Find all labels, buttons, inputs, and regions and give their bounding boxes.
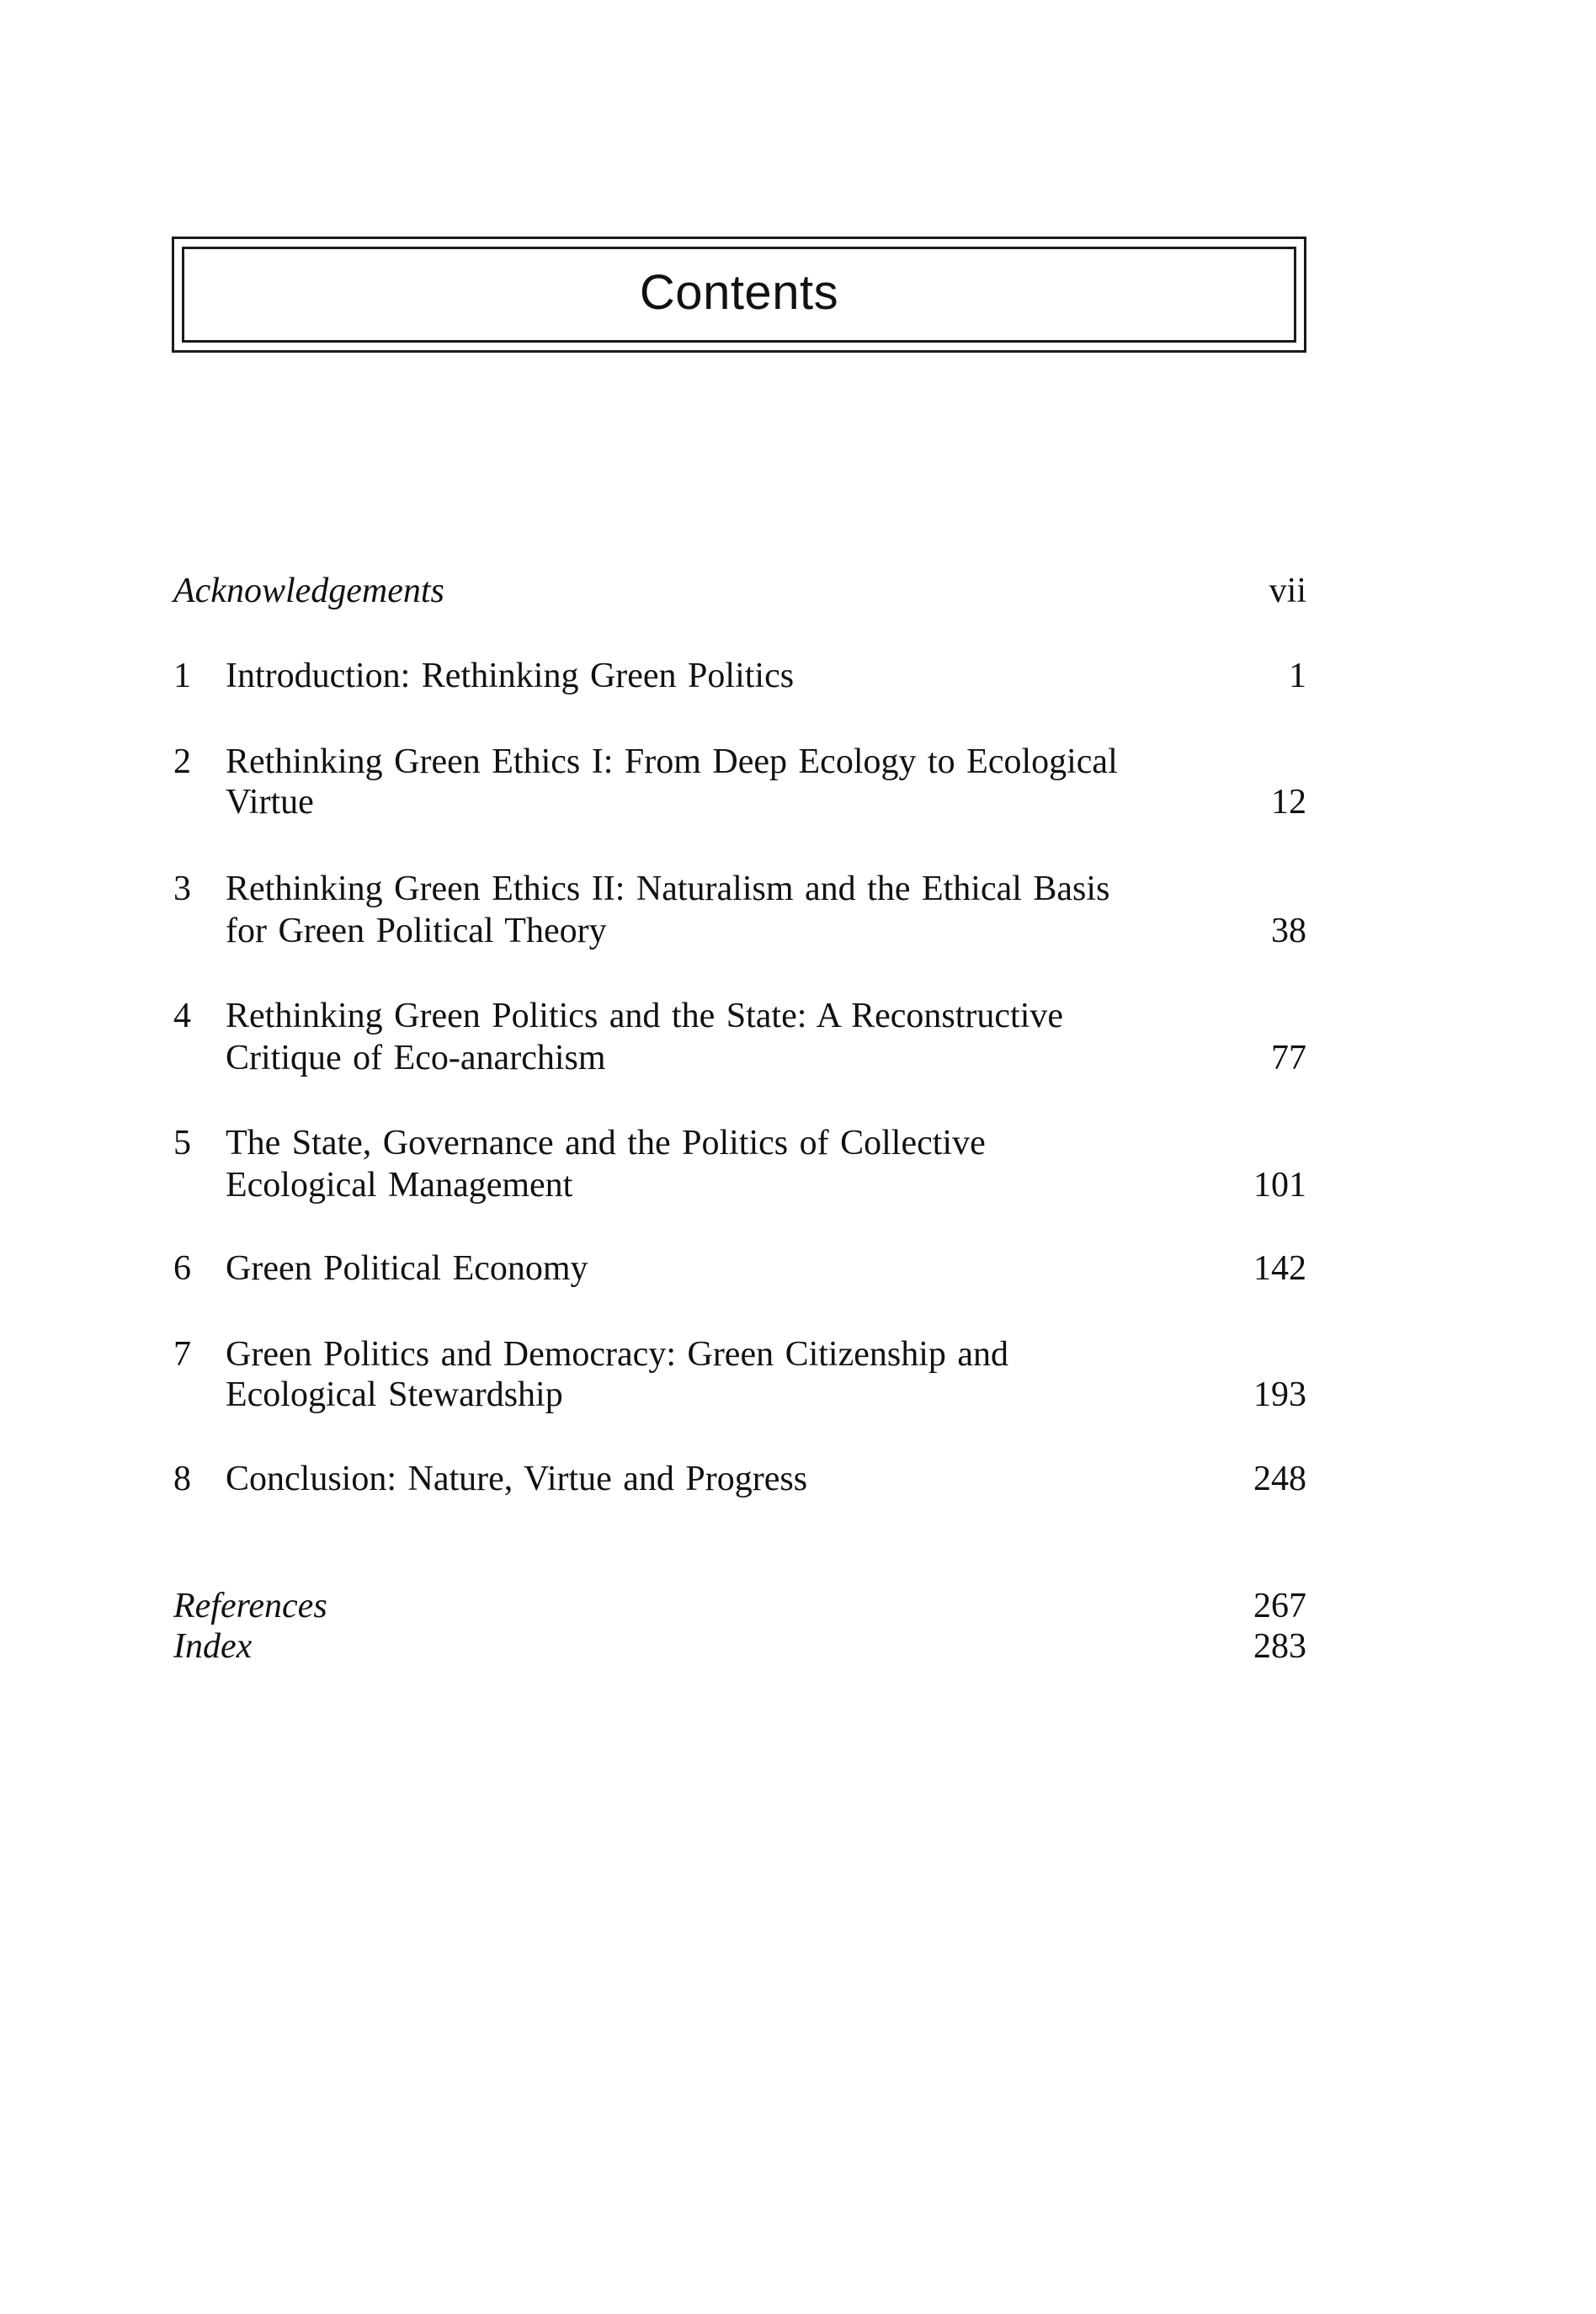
toc-page-number: 38 <box>1271 912 1306 950</box>
toc-page-number: 12 <box>1271 783 1306 822</box>
chapter-title-line-2: Ecological Stewardship <box>226 1375 563 1414</box>
chapter-title-line-1: Rethinking Green Ethics I: From Deep Ecology to Ecological <box>226 742 1118 781</box>
toc-entry-label: References <box>173 1587 327 1625</box>
toc-page-number: 193 <box>1253 1375 1306 1414</box>
chapter-number: 1 <box>173 657 191 695</box>
chapter-title-line-1: The State, Governance and the Politics of Collective <box>226 1124 986 1162</box>
toc-page-number: 101 <box>1253 1166 1306 1205</box>
chapter-title-line-1: Conclusion: Nature, Virtue and Progress <box>226 1460 808 1498</box>
chapter-title-line-2: Critique of Eco-anarchism <box>226 1039 606 1077</box>
chapter-number: 8 <box>173 1460 191 1498</box>
chapter-title-line-1: Introduction: Rethinking Green Politics <box>226 657 795 695</box>
page-title: Contents <box>639 264 839 320</box>
toc-entry-label: Index <box>173 1627 253 1666</box>
toc-page-number: vii <box>1269 572 1306 610</box>
chapter-number: 5 <box>173 1124 191 1162</box>
chapter-title-line-2: Ecological Management <box>226 1166 573 1205</box>
toc-page-number: 142 <box>1253 1249 1306 1288</box>
chapter-number: 6 <box>173 1249 191 1288</box>
chapter-number: 7 <box>173 1335 191 1374</box>
toc-page-number: 283 <box>1253 1627 1306 1666</box>
toc-page-number: 1 <box>1289 657 1306 695</box>
chapter-title-line-1: Green Politics and Democracy: Green Citizenship and <box>226 1335 1009 1374</box>
chapter-title-line-1: Rethinking Green Politics and the State: A Reconstructive <box>226 997 1063 1035</box>
chapter-title-line-1: Green Political Economy <box>226 1249 588 1288</box>
toc-page-number: 77 <box>1271 1039 1306 1077</box>
toc-entry-label: Acknowledgements <box>173 572 444 610</box>
chapter-title-line-1: Rethinking Green Ethics II: Naturalism and the Ethical Basis <box>226 870 1110 908</box>
toc-page-number: 248 <box>1253 1460 1306 1498</box>
chapter-number: 2 <box>173 742 191 781</box>
chapter-number: 4 <box>173 997 191 1035</box>
chapter-number: 3 <box>173 870 191 908</box>
chapter-title-line-2: for Green Political Theory <box>226 912 607 950</box>
toc-page-number: 267 <box>1253 1587 1306 1625</box>
chapter-title-line-2: Virtue <box>226 783 314 822</box>
